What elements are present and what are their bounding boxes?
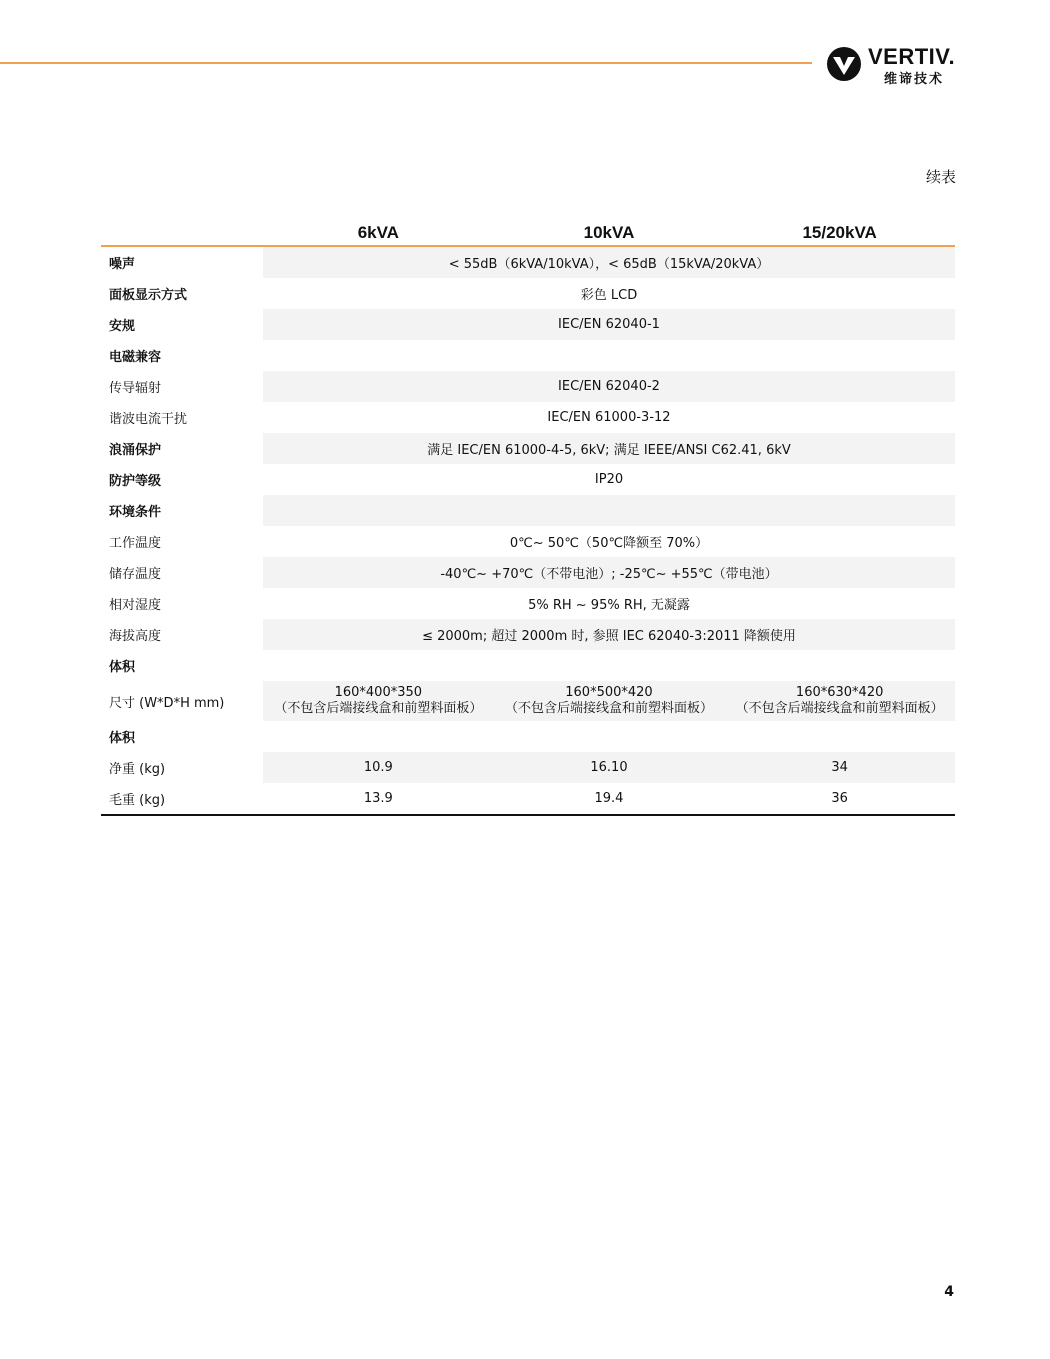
row-value: 0℃~ 50℃（50℃降额至 70%） <box>509 536 709 551</box>
row-value: IEC/EN 62040-1 <box>263 309 955 340</box>
row-label: 面板显示方式 <box>109 288 188 303</box>
table-row <box>101 650 955 681</box>
row-label: 环境条件 <box>101 495 263 526</box>
row-label: 净重 (kg) <box>101 752 263 783</box>
net-weight-row <box>101 752 955 783</box>
row-value: -40℃~ +70℃（不带电池）; -25℃~ +55℃（带电池） <box>263 557 955 588</box>
row-value <box>263 340 955 371</box>
row-value: 5% RH ~ 95% RH, 无凝露 <box>528 598 690 613</box>
row-label: 毛重 (kg) <box>101 783 263 815</box>
gross-weight-row <box>101 783 955 815</box>
dimension-cell <box>724 681 955 721</box>
brand-name: VERTIV. <box>868 44 956 69</box>
row-label: 浪涌保护 <box>101 433 263 464</box>
column-header: 6kVA <box>263 210 494 246</box>
continued-label: 续表 <box>925 168 956 186</box>
table-row <box>101 721 955 752</box>
table-row <box>101 309 955 340</box>
row-label: 储存温度 <box>101 557 263 588</box>
dimension-note: （不包含后端接线盒和前塑料面板） <box>735 701 944 716</box>
dimension-cell <box>494 681 725 721</box>
table-row <box>101 557 955 588</box>
row-value: ≤ 2000m; 超过 2000m 时, 参照 IEC 62040-3:2011 降额使用 <box>263 619 955 650</box>
weight-value: 16.10 <box>494 752 725 783</box>
brand-name-cn: 维谛技术 <box>884 72 945 87</box>
table-row <box>101 246 955 278</box>
weight-value: 36 <box>724 783 955 815</box>
dimension-size: 160*400*350 <box>334 685 423 700</box>
row-label: 工作温度 <box>109 536 162 551</box>
dimension-size: 160*630*420 <box>795 685 884 700</box>
table-row <box>101 340 955 371</box>
table-row <box>101 433 955 464</box>
row-label: 谐波电流干扰 <box>109 412 188 427</box>
row-value: IEC/EN 61000-3-12 <box>547 410 671 425</box>
row-label: 相对湿度 <box>109 598 162 613</box>
row-label: 体积 <box>109 731 136 746</box>
column-header <box>101 210 263 246</box>
table-row <box>101 402 955 433</box>
row-label: 传导辐射 <box>101 371 263 402</box>
table-row <box>101 526 955 557</box>
dimension-note: （不包含后端接线盒和前塑料面板） <box>504 701 713 716</box>
table-header-row <box>101 210 955 246</box>
row-value: IP20 <box>594 472 624 487</box>
row-label: 海拔高度 <box>101 619 263 650</box>
dimension-size: 160*500*420 <box>565 685 653 700</box>
table-row <box>101 278 955 309</box>
row-label: 体积 <box>109 660 136 675</box>
row-value: IEC/EN 62040-2 <box>263 371 955 402</box>
table-row <box>101 588 955 619</box>
row-label: 防护等级 <box>109 474 162 489</box>
row-label: 噪声 <box>101 246 263 278</box>
page-number: 4 <box>944 1284 954 1300</box>
dimension-cell <box>263 681 494 721</box>
weight-value: 34 <box>724 752 955 783</box>
spec-table <box>101 210 955 816</box>
table-row <box>101 371 955 402</box>
row-value <box>263 650 955 681</box>
row-value: 彩色 LCD <box>580 288 638 303</box>
weight-value: 13.9 <box>263 783 494 815</box>
row-value <box>263 495 955 526</box>
header-rule <box>0 62 812 64</box>
row-label: 尺寸 (W*D*H mm) <box>101 681 263 721</box>
dimension-row <box>101 681 955 721</box>
column-header: 15/20kVA <box>724 210 955 246</box>
vertiv-logo <box>826 44 966 88</box>
table-row <box>101 464 955 495</box>
dimension-note: （不包含后端接线盒和前塑料面板） <box>274 701 483 716</box>
table-row <box>101 619 955 650</box>
vertiv-v-mark-icon <box>826 46 862 82</box>
row-value: < 55dB（6kVA/10kVA），< 65dB（15kVA/20kVA） <box>263 246 955 278</box>
row-value <box>263 721 955 752</box>
table-row <box>101 495 955 526</box>
weight-value: 19.4 <box>494 783 725 815</box>
row-value: 满足 IEC/EN 61000-4-5, 6kV; 满足 IEEE/ANSI C62.41, 6kV <box>263 433 955 464</box>
weight-value: 10.9 <box>263 752 494 783</box>
row-label: 安规 <box>101 309 263 340</box>
row-label: 电磁兼容 <box>109 350 162 365</box>
column-header: 10kVA <box>494 210 725 246</box>
